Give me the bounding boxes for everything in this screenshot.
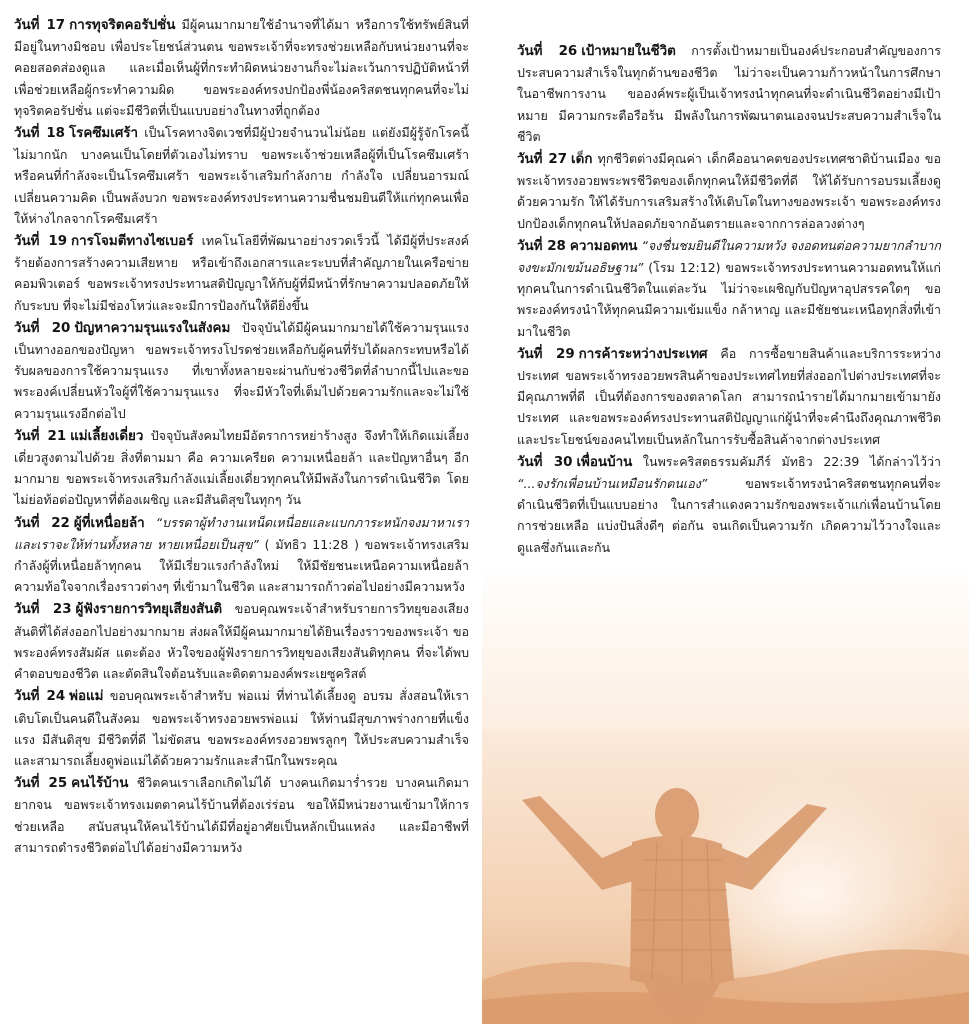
entry-heading: วันที่ 27 เด็ก <box>517 152 593 168</box>
entry-text: ขอพระเจ้าทรงเสริมกำลังผู้ที่เหนื่อยล้าทุกคน ให้มีเรี่ยวแรงกำลังใหม่ ให้มีชัยชนะเหนือความเหนื่อยล้า ความท้อใจจากเรื่องราวต่างๆ ที่เข้ามาในชีวิต และสามารถก้าวต่อไปอย่างมีความหวัง <box>14 536 469 595</box>
entry-heading: วันที่ 23 ผู้ฟังรายการวิทยุเสียงสันติ <box>14 602 223 618</box>
bible-quote: “...จงรักเพื่อนบ้านเหมือนรักตนเอง” <box>517 476 708 492</box>
entry-text: ปัจจุบันสังคมไทยมีอัตราการหย่าร้างสูง จึงทำให้เกิดแม่เลี้ยงเดี่ยวสูงตามไปด้วย สิ่งที่ตามมา คือ ความเครียด ความเหนื่อยล้า และปัญหาอื่นๆ อีกมากมาย ขอพระเจ้าทรงเสริมกำลังแม่เลี้ยงเดี่ยวทุกคนให้มีพลังในการดำเนินชีวิต โดยไม่ย่อท้อต่อปัญหาที่ต้องเผชิญ และมีสันติสุขในทุกๆ วัน <box>14 427 469 508</box>
left-column <box>14 14 469 859</box>
photo-illustration <box>482 730 969 1024</box>
entry-day-17 <box>14 14 469 121</box>
entry-text: ขอพระเจ้าทรงประทานความอดทนให้แก่ทุกคนในการดำเนินชีวิตในแต่ละวัน ไม่ว่าจะเผชิญกับปัญหาอุปสรรคใดๆ ขอพระองค์ทรงนำให้ทุกคนมีความเข้มแข็ง กล้าหาญ และมีชัยชนะเหนือทุกสิ่งที่เข้ามาในชีวิต <box>517 260 941 339</box>
entry-text: มีผู้คนมากมายใช้อำนาจที่ได้มา หรือการใช้ทรัพย์สินที่มีอยู่ในทางมิชอบ เพื่อประโยชน์ส่วนตน ขอพระเจ้าที่จะทรงช่วยเหลือกับหน่วยงานที่จะคอยสอดส่องดูแล และเมื่อเห็นผู้ที่กระทำผิดหน่วยงานก็จะไม่ละเว้นการปฏิบัติหน้าที่ เพื่อช่วยเหลือผู้กระทำความผิด ขอพระองค์ทรงปกป้องพี่น้องคริสตชนทุกคนที่จะไม่ทุจริตคอรัปชั่น แต่จะมีชีวิตที่เป็นแบบอย่างในทางที่ถูกต้อง <box>14 17 469 118</box>
entry-day-20 <box>14 317 469 424</box>
entry-heading: วันที่ 17 การทุจริตคอรัปชั่น <box>14 18 176 33</box>
entry-text: ปัจจุบันได้มีผู้คนมากมายได้ใช้ความรุนแรงเป็นทางออกของปัญหา ขอพระเจ้าทรงโปรดช่วยเหลือกับผู้คนที่รับได้ผลกระทบหรือได้รับผลของการใช้ความรุนแรง ที่เขาทั้งหลายจะผ่านกับช่วงชีวิตที่ลำบากนี้ไปและขอพระองค์เปลี่ยนหัวใจผู้ที่ใช้ความรุนแรง ที่จะมีหัวใจที่เต็มไปด้วยความรักและจะไม่ใช้ความรุนแรงอีกต่อไป <box>14 319 469 421</box>
entry-heading: วันที่ 29 การค้าระหว่างประเทศ <box>517 346 708 362</box>
entry-heading: วันที่ 21 แม่เลี้ยงเดี่ยว <box>14 428 144 444</box>
entry-heading: วันที่ 30 เพื่อนบ้าน <box>517 454 633 470</box>
bible-quote: “จงชื่นชมยินดีในความหวัง จงอดทนต่อความยากลำบาก จงขะมักเขม้นอธิษฐาน” <box>517 237 941 276</box>
entry-day-18 <box>14 122 469 229</box>
entry-day-22 <box>14 512 469 598</box>
entry-day-26 <box>517 40 941 147</box>
entry-day-29 <box>517 343 941 450</box>
entry-text: ขอบคุณพระเจ้าสำหรับ พ่อแม่ ที่ท่านได้เลี้ยงดู อบรม สั่งสอนให้เราเติบโตเป็นคนดีในสังคม ขอพระเจ้าทรงอวยพรพ่อแม่ ให้ท่านมีสุขภาพร่างกายที่แข็งแรง มีสันติสุข มีชีวิตที่ดี ไม่ขัดสน ขอพระองค์ทรงอวยพรลูกๆ ให้ประสบความสำเร็จ และสามารถเลี้ยงดูพ่อแม่ได้ด้วยความรักและสำนึกในพระคุณ <box>14 688 469 768</box>
entry-day-25 <box>14 772 469 858</box>
entry-heading: วันที่ 22 ผู้ที่เหนื่อยล้า <box>14 515 145 531</box>
entry-heading: วันที่ 28 ความอดทน <box>517 238 638 254</box>
entry-day-28 <box>517 235 941 342</box>
entry-day-24 <box>14 685 469 771</box>
entry-text: เป็นโรคทางจิตเวชที่มีผู้ป่วยจำนวนไม่น้อย แต่ยังมีผู้รู้จักโรคนี้ไม่มากนัก บางคนเป็นโดยที่ตัวเองไม่ทราบ ขอพระเจ้าช่วยเหลือผู้ที่เป็นโรคซึมเศร้าหรือคนที่กำลังจะเป็นโรคซึมเศร้า ขอพระเจ้าเสริมกำลังกาย กำลังใจ เปลี่ยนอารมณ์ เปลี่ยนความคิด เป็นพลังบวก ขอพระองค์ทรงประทานความชื่นชมยินดีให้แก่ทุกคนเพื่อให้ห่างไกลจากโรคซึมเศร้า <box>14 125 469 226</box>
entry-text-intro: ในพระคริสตธรรมคัมภีร์ มัทธิว 22:39 ได้กล่าวไว้ว่า <box>642 453 942 469</box>
entry-day-23 <box>14 598 469 684</box>
entry-text: ชีวิตคนเราเลือกเกิดไม่ได้ บางคนเกิดมาร่ำรวย บางคนเกิดมายากจน ขอพระเจ้าทรงเมตตาคนไร้บ้านที่ต้องเร่ร่อน ขอให้มีหน่วยงานเข้ามาให้การช่วยเหลือ สนับสนุนให้คนไร้บ้านได้มีที่อยู่อาศัยเป็นหลักเป็นแหล่ง และมีอาชีพที่สามารถดำรงชีวิตต่อไปได้อย่างมีความหวัง <box>14 775 469 855</box>
entry-day-21 <box>14 425 469 511</box>
bible-quote: “บรรดาผู้ทำงานเหน็ดเหนื่อยและแบกภาระหนักจงมาหาเรา และเราจะให้ท่านทั้งหลาย หายเหนื่อยเป็นสุข” <box>14 514 469 552</box>
entry-day-27 <box>517 148 941 234</box>
right-column <box>517 40 941 559</box>
entry-heading: วันที่ 24 พ่อแม่ <box>14 689 104 705</box>
entry-day-30 <box>517 451 941 558</box>
entry-heading: วันที่ 25 คนไร้บ้าน <box>14 776 129 792</box>
entry-text: ทุกชีวิตต่างมีคุณค่า เด็กคืออนาคตของประเทศชาติบ้านเมือง ขอพระเจ้าทรงอวยพระพรชีวิตของเด็กทุกคนให้มีชีวิตที่ดี ให้ได้รับการอบรมเลี้ยงดู ด้วยความรัก ให้ได้รับการเสริมสร้างให้เติบโตในทางของพระเจ้า ขอพระองค์ทรงปกป้องเด็กทุกคนให้ปลอดภัยจากอันตรายและจากการล่อลวงต่างๆ <box>517 151 941 231</box>
person-raising-arms-icon <box>482 730 969 1024</box>
bible-reference: ( มัทธิว 11:28 ) <box>264 536 359 552</box>
entry-day-19 <box>14 230 469 316</box>
entry-text: คือ การซื้อขายสินค้าและบริการระหว่างประเทศ ขอพระเจ้าทรงอวยพรสินค้าของประเทศไทยที่ส่งออกไปต่างประเทศที่จะมีคุณภาพที่ดี เป็นที่ต้องการของตลาดโลก สามารถนำรายได้มากมายเข้ามายังประเทศ และขอพระองค์ทรงประทานสติปัญญาแก่ผู้นำที่จะคำนึงถึงคุณภาพชีวิตและประโยชน์ของคนไทยเป็นหลักในการรับซื้อสินค้าจากต่างประเทศ <box>517 345 941 447</box>
entry-text: ขอบคุณพระเจ้าสำหรับรายการวิทยุของเสียงสันติที่ได้ส่งออกไปอย่างมากมาย ส่งผลให้มีผู้คนมากมายได้ยินเรื่องราวของพระเจ้า ขอพระองค์ทรงสัมผัส แตะต้อง หัวใจของผู้ฟังรายการวิทยุของเสียงสันติทุกคน ที่จะได้พบคำตอบของชีวิต และตัดสินใจต้อนรับและติดตามองค์พระเยซูคริสต์ <box>14 601 469 682</box>
entry-heading: วันที่ 18 โรคซึมเศร้า <box>14 126 139 142</box>
entry-heading: วันที่ 20 ปัญหาความรุนแรงในสังคม <box>14 320 231 336</box>
entry-heading: วันที่ 19 การโจมตีทางไซเบอร์ <box>14 234 194 250</box>
entry-text: การตั้งเป้าหมายเป็นองค์ประกอบสำคัญของการประสบความสำเร็จในทุกด้านของชีวิต ไม่ว่าจะเป็นความก้าวหน้าในการศึกษาในอาชีพการงาน ขอองค์พระผู้เป็นเจ้าทรงนำทุกคนที่จะดำเนินชีวิตอย่างมีเป้าหมาย มีความกระตือรือร้น มีพลังในการพัฒนาตนเองจนประสบความสำเร็จในชีวิต <box>517 43 941 144</box>
entry-text: เทคโนโลยีที่พัฒนาอย่างรวดเร็วนี้ ได้มีผู้ที่ประสงค์ร้ายต้องการสร้างความเสียหาย หรือเข้าถึงเอกสารและระบบที่สำคัญภายในเครือข่ายคอมพิวเตอร์ ขอพระเจ้าทรงประทานสติปัญญาให้กับผู้ที่มีหน้าที่รักษาความปลอดภัยให้กับระบบ ที่จะไม่มีช่องโหว่และจะมีการป้องกันให้ดียิ่งขึ้น <box>14 233 469 313</box>
entry-text: ขอพระเจ้าทรงนำคริสตชนทุกคนที่จะดำเนินชีวิตที่เป็นแบบอย่าง ในการสำแดงความรักของพระเจ้าแก่เพื่อนบ้านโดยการช่วยเหลือ แบ่งปันสิ่งดีๆ ต่อกัน จนเกิดเป็นความรัก เกิดความไว้วางใจและดูแลซึ่งกันและกัน <box>517 476 941 555</box>
bible-reference: (โรม 12:12) <box>648 260 721 276</box>
entry-heading: วันที่ 26 เป้าหมายในชีวิต <box>517 44 676 59</box>
